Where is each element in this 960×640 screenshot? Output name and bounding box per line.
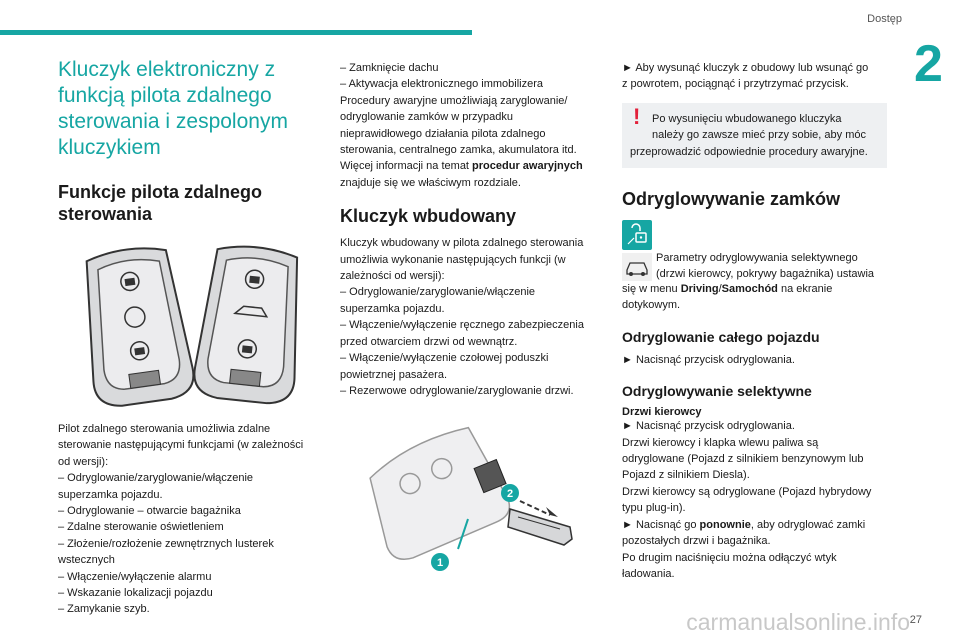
remote-functions-text: Pilot zdalnego sterowania umożliwia zdalne sterowanie następującymi funkcjami (w zależności od wersji): – Odryglowanie/zaryglowanie/włączenie superzamka pojazdu. – Odryglowanie – otwarcie bagażnika – Zdalne sterowanie oświetleniem – Złożenie/rozłożenie zewnętrznych lusterek wstecznych – Włączenie/wyłączenie alarmu – Wskazanie lokalizacji pojazdu – Zamykanie szyb.	[58, 423, 304, 616]
subheading-unlock-all: Odryglowanie całego pojazdu	[622, 328, 820, 345]
column-3	[622, 60, 887, 582]
header-accent-bar	[0, 30, 472, 35]
unlock-settings-icon	[622, 220, 652, 250]
warning-note: ! Po wysunięciu wbudowanego kluczyka należy go zawsze mieć przy sobie, aby móc przeprowadzić odpowiednie procedury awaryjne.	[622, 103, 887, 168]
section-heading-remote: Funkcje pilota zdalnego sterowania	[58, 182, 263, 224]
section-heading-integrated-key: Kluczyk wbudowany	[340, 206, 517, 227]
integrated-key-illustration	[340, 409, 598, 579]
watermark: carmanualsonline.info	[686, 609, 910, 635]
callout-2-label: 2	[506, 488, 514, 501]
callout-1-label: 1	[436, 557, 444, 570]
key-extraction-icon	[340, 409, 598, 579]
column-1	[58, 55, 316, 618]
selective-unlock-text: Drzwi kierowcy ► Nacisnąć przycisk odryglowania. Drzwi kierowcy i klapka wlewu paliwa są odryglowane (Pojazd z silnikiem benzynowym lub Pojazd z silnikiem Diesla). Drzwi kierowcy są odryglowane (Pojazd hybrydowy typu plug-in). ► Nacisnąć go ponownie, aby odryglować zamki pozostałych drzwi i bagażnika. Po drugim naciśnięciu można odłączyć wtyk ładowania.	[622, 406, 872, 580]
key-extraction-instruction: ► Aby wysunąć kluczyk z obudowy lub wsunąć go z powrotem, pociągnąć i przytrzymać przycisk.	[622, 62, 869, 91]
remote-functions-continued: – Zamknięcie dachu – Aktywacja elektronicznego immobilizera Procedury awaryjne umożliwiają zaryglowanie/ odryglowanie zamków w przypadku nieprawidłowego działania pilota zdalnego sterowania, centralnego zamka, akumulatora itd. Więcej informacji na temat procedur awaryjnych znajduje się we właściwym rozdziale.	[340, 62, 583, 189]
section-heading-unlocking: Odryglowywanie zamków	[622, 189, 841, 210]
warning-icon: !	[633, 103, 641, 129]
remote-keys-illustration	[58, 241, 316, 411]
column-2	[340, 60, 598, 579]
section-label: Dostęp	[867, 13, 902, 25]
chapter-number: 2	[914, 35, 943, 93]
page-title: Kluczyk elektroniczny z funkcją pilota zdalnego sterowania i zespolonym kluczykiem	[58, 58, 288, 159]
car-icon	[622, 253, 652, 281]
page-number: 27	[909, 614, 922, 626]
unlock-all-instruction: ► Nacisnąć przycisk odryglowania.	[622, 353, 795, 366]
remote-keys-icon	[58, 241, 316, 411]
integrated-key-text: Kluczyk wbudowany w pilota zdalnego sterowania umożliwia wykonanie następujących funkcji (w zależności od wersji): – Odryglowanie/zaryglowanie/włączenie superzamka pojazdu. – Włączenie/wyłączenie ręcznego zabezpieczenia przed otwarciem drzwi od wewnątrz. – Włączenie/wyłączenie czołowej poduszki powietrznej pasażera. – Rezerwowe odryglowanie/zaryglowanie drzwi.	[340, 237, 584, 397]
chapter-tab	[908, 35, 960, 93]
subheading-selective-unlock: Odryglowywanie selektywne	[622, 383, 812, 400]
selective-unlock-settings: Parametry odryglowywania selektywnego (drzwi kierowcy, pokrywy bagażnika) ustawia się w menu Driving/Samochód na ekranie dotykowym.	[622, 220, 887, 314]
